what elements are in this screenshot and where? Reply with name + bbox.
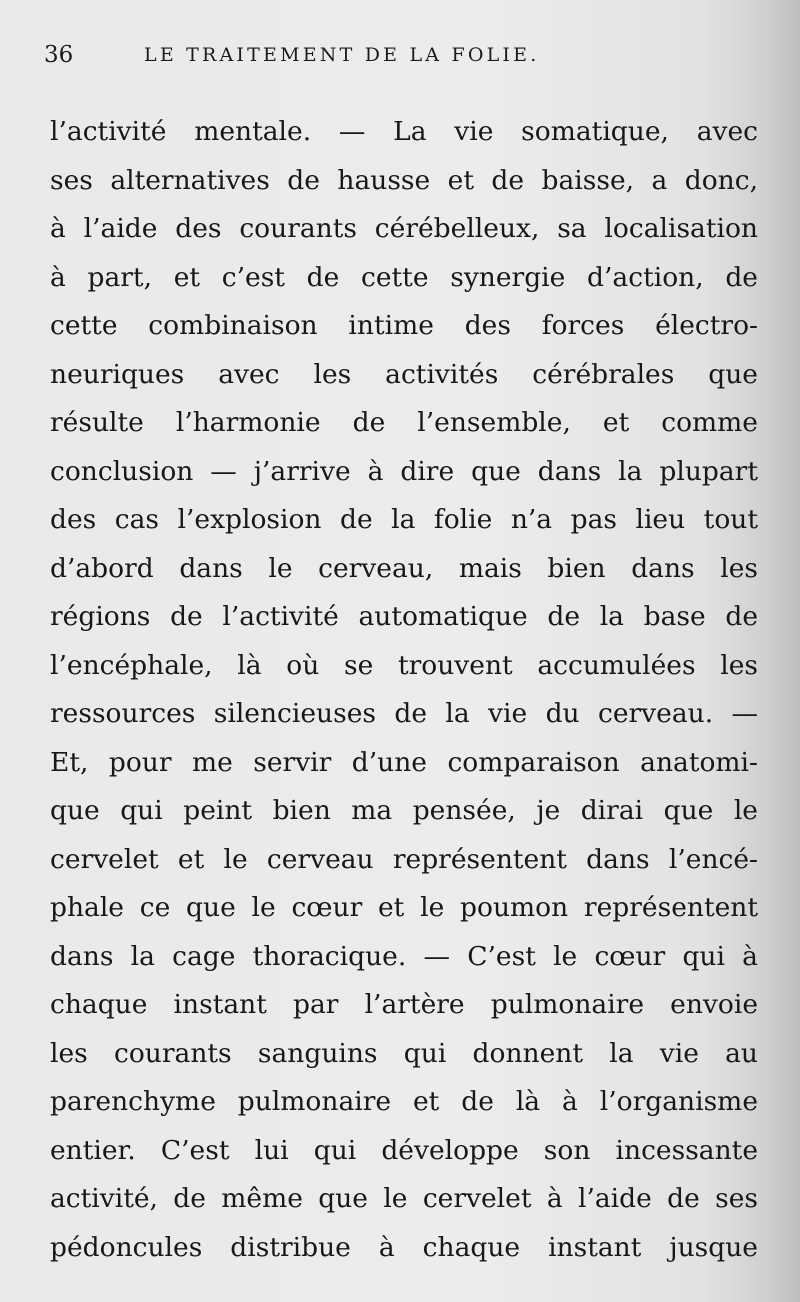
text-line: à l’aide des courants cérébelleux, sa localisation	[50, 213, 758, 244]
text-line: activité, de même que le cervelet à l’aide de ses	[50, 1183, 758, 1214]
body-text	[50, 108, 758, 1272]
text-line: phale ce que le cœur et le poumon représentent	[50, 892, 758, 923]
text-line: ressources silencieuses de la vie du cerveau. —	[50, 698, 758, 729]
text-line: l’activité mentale. — La vie somatique, avec	[50, 116, 758, 147]
running-title: LE TRAITEMENT DE LA FOLIE.	[144, 44, 540, 66]
text-line: pédoncules distribue à chaque instant jusque	[50, 1231, 758, 1263]
text-line: résulte l’harmonie de l’ensemble, et comme	[50, 407, 758, 438]
text-line: les courants sanguins qui donnent la vie au	[50, 1037, 758, 1069]
text-line: cette combinaison intime des forces électro-	[50, 310, 758, 341]
page-number: 36	[44, 42, 74, 68]
text-line: neuriques avec les activités cérébrales que	[50, 358, 758, 390]
text-line: cervelet et le cerveau représentent dans l’encé-	[50, 843, 758, 875]
text-line: ses alternatives de hausse et de baisse, a donc,	[50, 164, 758, 196]
page-header	[44, 40, 664, 76]
text-line: à part, et c’est de cette synergie d’action, de	[50, 261, 758, 293]
text-line: conclusion — j’arrive à dire que dans la plupart	[50, 455, 758, 487]
text-line: parenchyme pulmonaire et de là à l’organisme	[50, 1086, 758, 1117]
text-line: dans la cage thoracique. — C’est le cœur qui à	[50, 940, 758, 972]
text-line: régions de l’activité automatique de la base de	[50, 601, 758, 632]
text-line: que qui peint bien ma pensée, je dirai que le	[50, 795, 758, 826]
text-line: Et, pour me servir d’une comparaison anatomi-	[50, 746, 758, 778]
text-line: d’abord dans le cerveau, mais bien dans les	[50, 552, 758, 584]
text-line: l’encéphale, là où se trouvent accumulées les	[50, 649, 758, 681]
text-line: chaque instant par l’artère pulmonaire envoie	[50, 989, 758, 1020]
text-line: des cas l’explosion de la folie n’a pas lieu tout	[50, 504, 758, 535]
text-line: entier. C’est lui qui développe son incessante	[50, 1134, 758, 1166]
